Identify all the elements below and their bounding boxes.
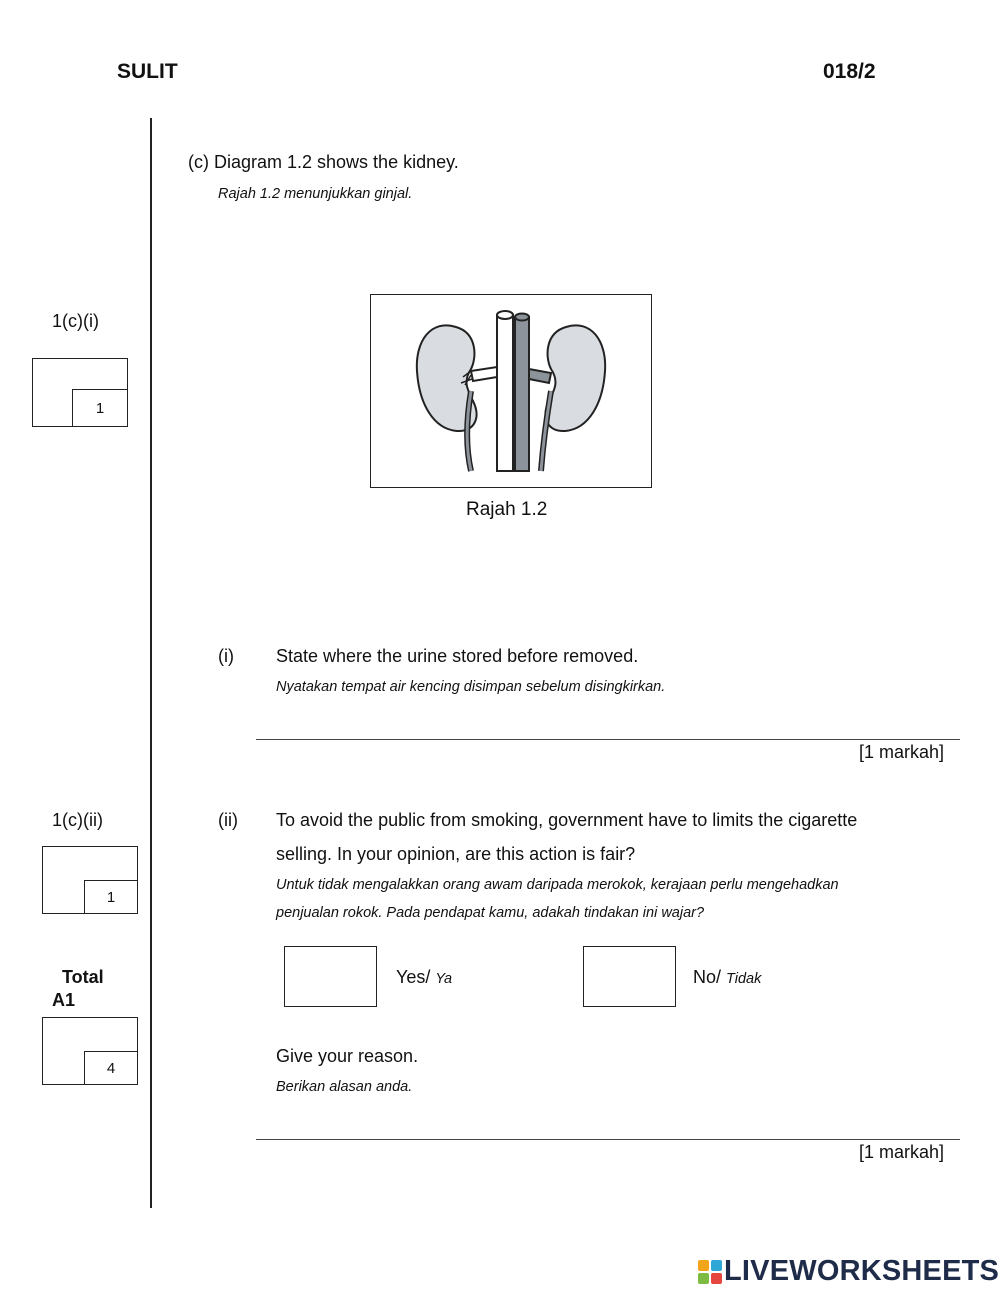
question-i-number: (i) xyxy=(218,646,234,666)
header-sulit: SULIT xyxy=(117,60,178,83)
yes-label: Yes/ xyxy=(396,967,431,987)
kidney-diagram xyxy=(370,294,652,488)
margin-divider xyxy=(150,118,152,1208)
question-ii-text-line1: To avoid the public from smoking, government have to limits the cigarette xyxy=(276,810,858,830)
mark-box-1cii xyxy=(42,846,138,914)
part-c-intro: (c) Diagram 1.2 shows the kidney. xyxy=(188,152,459,172)
yes-translation: Ya xyxy=(435,971,453,987)
question-ii-translation-line1: Untuk tidak mengalakkan orang awam daripada merokok, kerajaan perlu mengehadkan xyxy=(276,877,839,893)
yes-checkbox[interactable] xyxy=(284,946,377,1007)
part-c-intro-translation: Rajah 1.2 menunjukkan ginjal. xyxy=(218,186,413,202)
footer-brand: LIVEWORKSHEETS xyxy=(724,1255,1000,1287)
liveworksheets-logo-icon xyxy=(698,1260,722,1284)
figure-caption: Rajah 1.2 xyxy=(466,499,548,520)
marks-ii: [1 markah] xyxy=(859,1142,945,1162)
kidney-illustration xyxy=(371,295,651,487)
reason-translation: Berikan alasan anda. xyxy=(276,1079,413,1095)
no-checkbox[interactable] xyxy=(583,946,676,1007)
mark-value-1ci: 1 xyxy=(72,389,128,427)
mark-value-total: 4 xyxy=(84,1051,138,1085)
reason-prompt: Give your reason. xyxy=(276,1046,419,1066)
question-i-translation: Nyatakan tempat air kencing disimpan sebelum disingkirkan. xyxy=(276,679,666,695)
mark-box-total xyxy=(42,1017,138,1085)
no-translation: Tidak xyxy=(726,971,762,987)
margin-label-1cii: 1(c)(ii) xyxy=(52,810,103,830)
yes-option-label xyxy=(396,967,452,988)
marks-i: [1 markah] xyxy=(859,742,945,762)
margin-label-1ci: 1(c)(i) xyxy=(52,311,99,331)
answer-line-i[interactable] xyxy=(256,739,960,740)
header-paper-code: 018/2 xyxy=(823,60,876,83)
question-i-text: State where the urine stored before removed. xyxy=(276,646,639,666)
question-ii-number: (ii) xyxy=(218,810,238,830)
total-section-label: A1 xyxy=(52,990,76,1010)
answer-line-ii[interactable] xyxy=(256,1139,960,1140)
question-ii-translation-line2: penjualan rokok. Pada pendapat kamu, adakah tindakan ini wajar? xyxy=(276,905,705,921)
mark-box-1ci xyxy=(32,358,128,427)
mark-value-1cii: 1 xyxy=(84,880,138,914)
question-ii-text-line2: selling. In your opinion, are this action is fair? xyxy=(276,844,636,864)
no-option-label xyxy=(693,967,761,988)
total-label: Total xyxy=(62,967,104,987)
no-label: No/ xyxy=(693,967,722,987)
